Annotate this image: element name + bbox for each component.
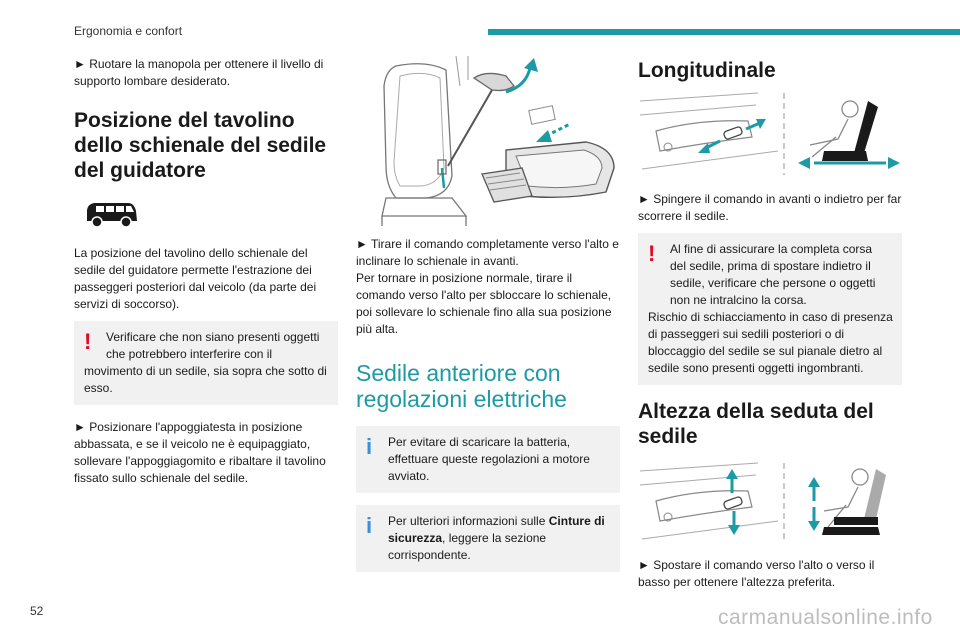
warning-text-first: Verificare che non siano presenti oggetti che potrebbero interferire con il <box>106 330 320 361</box>
warning-text-rest: movimento di un sedile, sia sopra che sotto di esso. <box>84 364 327 395</box>
van-icon <box>84 199 338 229</box>
height-instruction: ► Spostare il comando verso l'alto o verso il basso per ottenere l'altezza preferita. <box>638 558 875 589</box>
longitudinal-illustration <box>638 91 902 177</box>
section-heading-height: Altezza della seduta del sedile <box>638 400 874 448</box>
height-illustration <box>638 461 902 545</box>
header-accent-bar <box>488 29 960 35</box>
section-heading-longitudinal: Longitudinale <box>638 59 776 82</box>
warning3-text-rest: del sedile, prima di spostare indietro il sedile, verificare che persone o oggetti non ne intralcino la corsa. <box>670 259 876 307</box>
section-heading-electric: Sedile anteriore con regolazioni elettriche <box>356 360 567 412</box>
longitudinal-instruction: ► Spingere il comando in avanti o indietro per far scorrere il sedile. <box>638 192 902 223</box>
section-heading-tray: Posizione del tavolino dello schienale del sedile del guidatore <box>74 109 327 182</box>
info2-text-first: Per ulteriori informazioni sulle <box>388 514 546 528</box>
headrest-instruction: ► Posizionare l'appoggiatesta in posizione abbassata, e se il veicolo ne è equipaggiato, sollevare l'appoggiagomito e ribaltare il tavolino fissato sullo schienale del sedile. <box>74 420 326 485</box>
info-text-rest: effettuare queste regolazioni a motore avviato. <box>388 452 590 483</box>
fold-instruction: ► Tirare il comando completamente verso l'alto e inclinare lo schienale in avanti. <box>356 237 619 268</box>
info2-text-rest: , leggere la sezione corrispondente. <box>388 531 547 562</box>
page-number: 52 <box>30 604 44 618</box>
warning-box-objects <box>74 321 338 405</box>
info-box-battery <box>356 426 620 493</box>
info-icon: i <box>366 434 373 459</box>
warning-icon: ! <box>84 329 92 354</box>
warning-box-travel <box>638 233 902 385</box>
return-instruction: Per tornare in posizione normale, tirare il comando verso l'alto per sbloccare lo schienale, poi sollevare lo schienale fino alla sua posizione più alta. <box>356 271 612 336</box>
page-header-title: Ergonomia e confort <box>74 24 183 38</box>
column-2 <box>356 56 620 572</box>
column-1 <box>74 56 338 487</box>
seat-tray-illustration <box>356 56 620 226</box>
info-box-seatbelts <box>356 505 620 572</box>
warning3-risk-text: Rischio di schiacciamento in caso di presenza di passeggeri sui sedili posteriori o di bloccaggio del sedile se sul pianale dietro al sedile sono presenti oggetti ingombranti. <box>648 310 893 375</box>
watermark: carmanualsonline.info <box>718 606 933 629</box>
warning-icon: ! <box>648 241 656 266</box>
column-3 <box>638 58 902 591</box>
tray-description: La posizione del tavolino dello schienale del sedile del guidatore permette l'estrazione dei passeggeri posteriori dal veicolo (da parte dei servizi di soccorso). <box>74 246 317 311</box>
info-text-first: Per evitare di scaricare la batteria, <box>388 435 571 449</box>
info-icon: i <box>366 513 373 538</box>
warning3-text-first: Al fine di assicurare la completa corsa <box>670 242 873 256</box>
info2-link-text: Cinture di sicurezza <box>388 514 605 545</box>
lumbar-instruction: ► Ruotare la manopola per ottenere il livello di supporto lombare desiderato. <box>74 57 324 88</box>
